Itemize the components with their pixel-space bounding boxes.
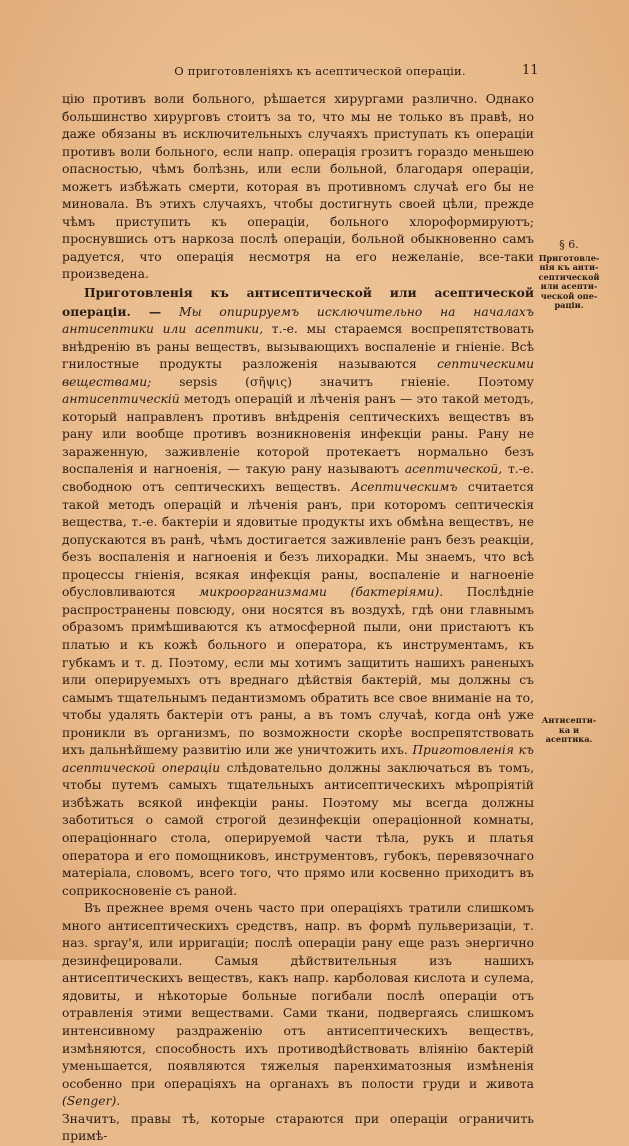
margin-note-section	[538, 240, 600, 311]
text-run: т.-е. свободною отъ септическихъ веществъ.	[62, 462, 534, 495]
paragraph-1: цію противъ воли больного, рѣшается хирургами различно. Однако большинство хирурговъ стоитъ за то, что мы не только въ правѣ, но даже обязаны въ исключительныхъ случаяхъ приступать къ операціи противъ воли больного, если напр. операція грозитъ гораздо меньшею опасностью, чѣмъ болѣзнь, или если больной, благодаря операціи, можетъ избѣжать смерти, которая въ противномъ случаѣ его бы не миновала. Въ этихъ случаяхъ, чтобы достигнуть своей цѣли, прежде чѣмъ приступить къ операціи, больного хлороформируютъ; проснувшись отъ наркоза послѣ операціи, больной обыкновенно самъ радуется, что операція несмотря на его нежеланіе, все-таки произведена.	[62, 92, 534, 282]
body-text	[62, 91, 534, 1146]
text-run: методъ операцій и лѣченія ранъ — это такой методъ, который направленъ противъ внѣдренія септическихъ веществъ въ рану или вообще противъ возникновенія инфекціи раны. Рану не зараженную, заживленіе которой протекаетъ нормально безъ воспаленія и нагноенія, — такую рану называютъ	[62, 392, 534, 477]
italic-phrase: Мы опирируемъ исключительно на началахъ антисептики или асептики,	[62, 304, 534, 337]
text-run: т.-е. мы стараемся воспрепятствовать внѣдренію въ раны веществъ, вызывающихъ воспаленіе и гніеніе. Всѣ гнилостные продукты разложенія называются	[62, 322, 534, 372]
italic-phrase: септическими веществами;	[62, 357, 534, 389]
text-run: sepsis (σῆψις) значитъ гніеніе. Поэтому	[179, 374, 534, 389]
text-run: считается такой методъ операцій и лѣченія ранъ, при которомъ септическія вещества, т.-е. бактеріи и ядовитые продукты ихъ обмѣна веществъ, не допускаются въ ранѣ, чѣмъ достигается заживленіе ранъ безъ реакціи, безъ воспаленія и нагноенія и безъ лихорадки. Мы знаемъ, что всѣ процессы гніенія, всякая инфекція раны, воспаленіе и нагноеніе обусловливаются	[62, 480, 534, 600]
italic-phrase: Приготовленія къ асептической операціи	[62, 743, 534, 775]
section-number: § 6.	[559, 238, 579, 251]
margin-note-antiseptics: Антисепти-ка и асептика.	[541, 715, 597, 744]
text-run: слѣдовательно должны заключаться въ томъ, чтобы путемъ самыхъ тщательныхъ антисептическихъ мѣропріятій избѣжать всякой инфекціи раны. Поэтому мы всегда должны заботиться о самой строгой дезинфекціи операціонной комнаты, операціоннаго стола, оперируемой части тѣла, рукъ и платья оператора и его помощниковъ, инструментовъ, губокъ, перевязочнаго матеріала, словомъ, всего того, что прямо или косвенно приходитъ въ соприкосновеніе съ раной.	[62, 760, 534, 898]
section-heading: Приготовленія къ антисептической или асептической операціи. —	[62, 285, 534, 319]
running-title: О приготовленіяхъ къ асептической операціи.	[174, 64, 466, 78]
italic-phrase: микроорганизмами (бактеріями).	[199, 585, 444, 600]
margin-note-text: Приготовле-нія къ анти-септической или асепти-ческой опе-раціи.	[538, 252, 600, 310]
italic-phrase: антисептическій	[62, 392, 180, 407]
italic-phrase: (Senger).	[62, 1094, 121, 1109]
paragraph-3	[62, 900, 534, 1146]
text-run: Послѣдніе распространены повсюду, они носятся въ воздухѣ, гдѣ они главнымъ образомъ примѣшиваются къ атмосферной пыли, они пристаютъ къ платью и къ кожѣ больного и оператора, къ инструментамъ, къ губкамъ и т. д. Поэтому, если мы хотимъ защитить нашихъ раненыхъ или оперируемыхъ отъ вреднаго дѣйствія бактерій, мы должны съ самымъ тщательнымъ педантизмомъ обратить все свое вниманіе на то, чтобы удалять бактеріи отъ раны, а въ томъ случаѣ, когда онѣ уже проникли въ организмъ, по возможности скорѣе воспрепятствовать ихъ дальнѣйшему развитію или же уничтожить ихъ.	[62, 585, 534, 758]
text-run: Значитъ, правы тѣ, которые стараются при операціи ограничить примѣ-	[62, 1111, 534, 1144]
italic-phrase: Асептическимъ	[351, 480, 458, 495]
italic-phrase: асептической,	[404, 462, 503, 477]
text-run: Въ прежнее время очень часто при операціяхъ тратили слишкомъ много антисептическихъ средствъ, напр. въ формѣ пульверизаціи, т. наз. spray'я, или ирригаціи; послѣ операціи рану еще разъ энергично дезинфецировали. Самыя дѣйствительныя изъ нашихъ антисептическихъ веществъ, какъ напр. карболовая кислота и сулема, ядовиты, и нѣкоторые больные погибали послѣ операціи отъ отравленія этими веществами. Сами ткани, подвергаясь слишкомъ интенсивному раздраженію отъ антисептическихъ веществъ, измѣняются, способность ихъ противодѣйствовать вліянію бактерій уменьшается, появляются тяжелыя паренхиматозныя измѣненія особенно при операціяхъ на органахъ въ полости груди и живота	[62, 901, 534, 1091]
page-number: 11	[522, 63, 539, 78]
paragraph-2	[62, 284, 534, 900]
